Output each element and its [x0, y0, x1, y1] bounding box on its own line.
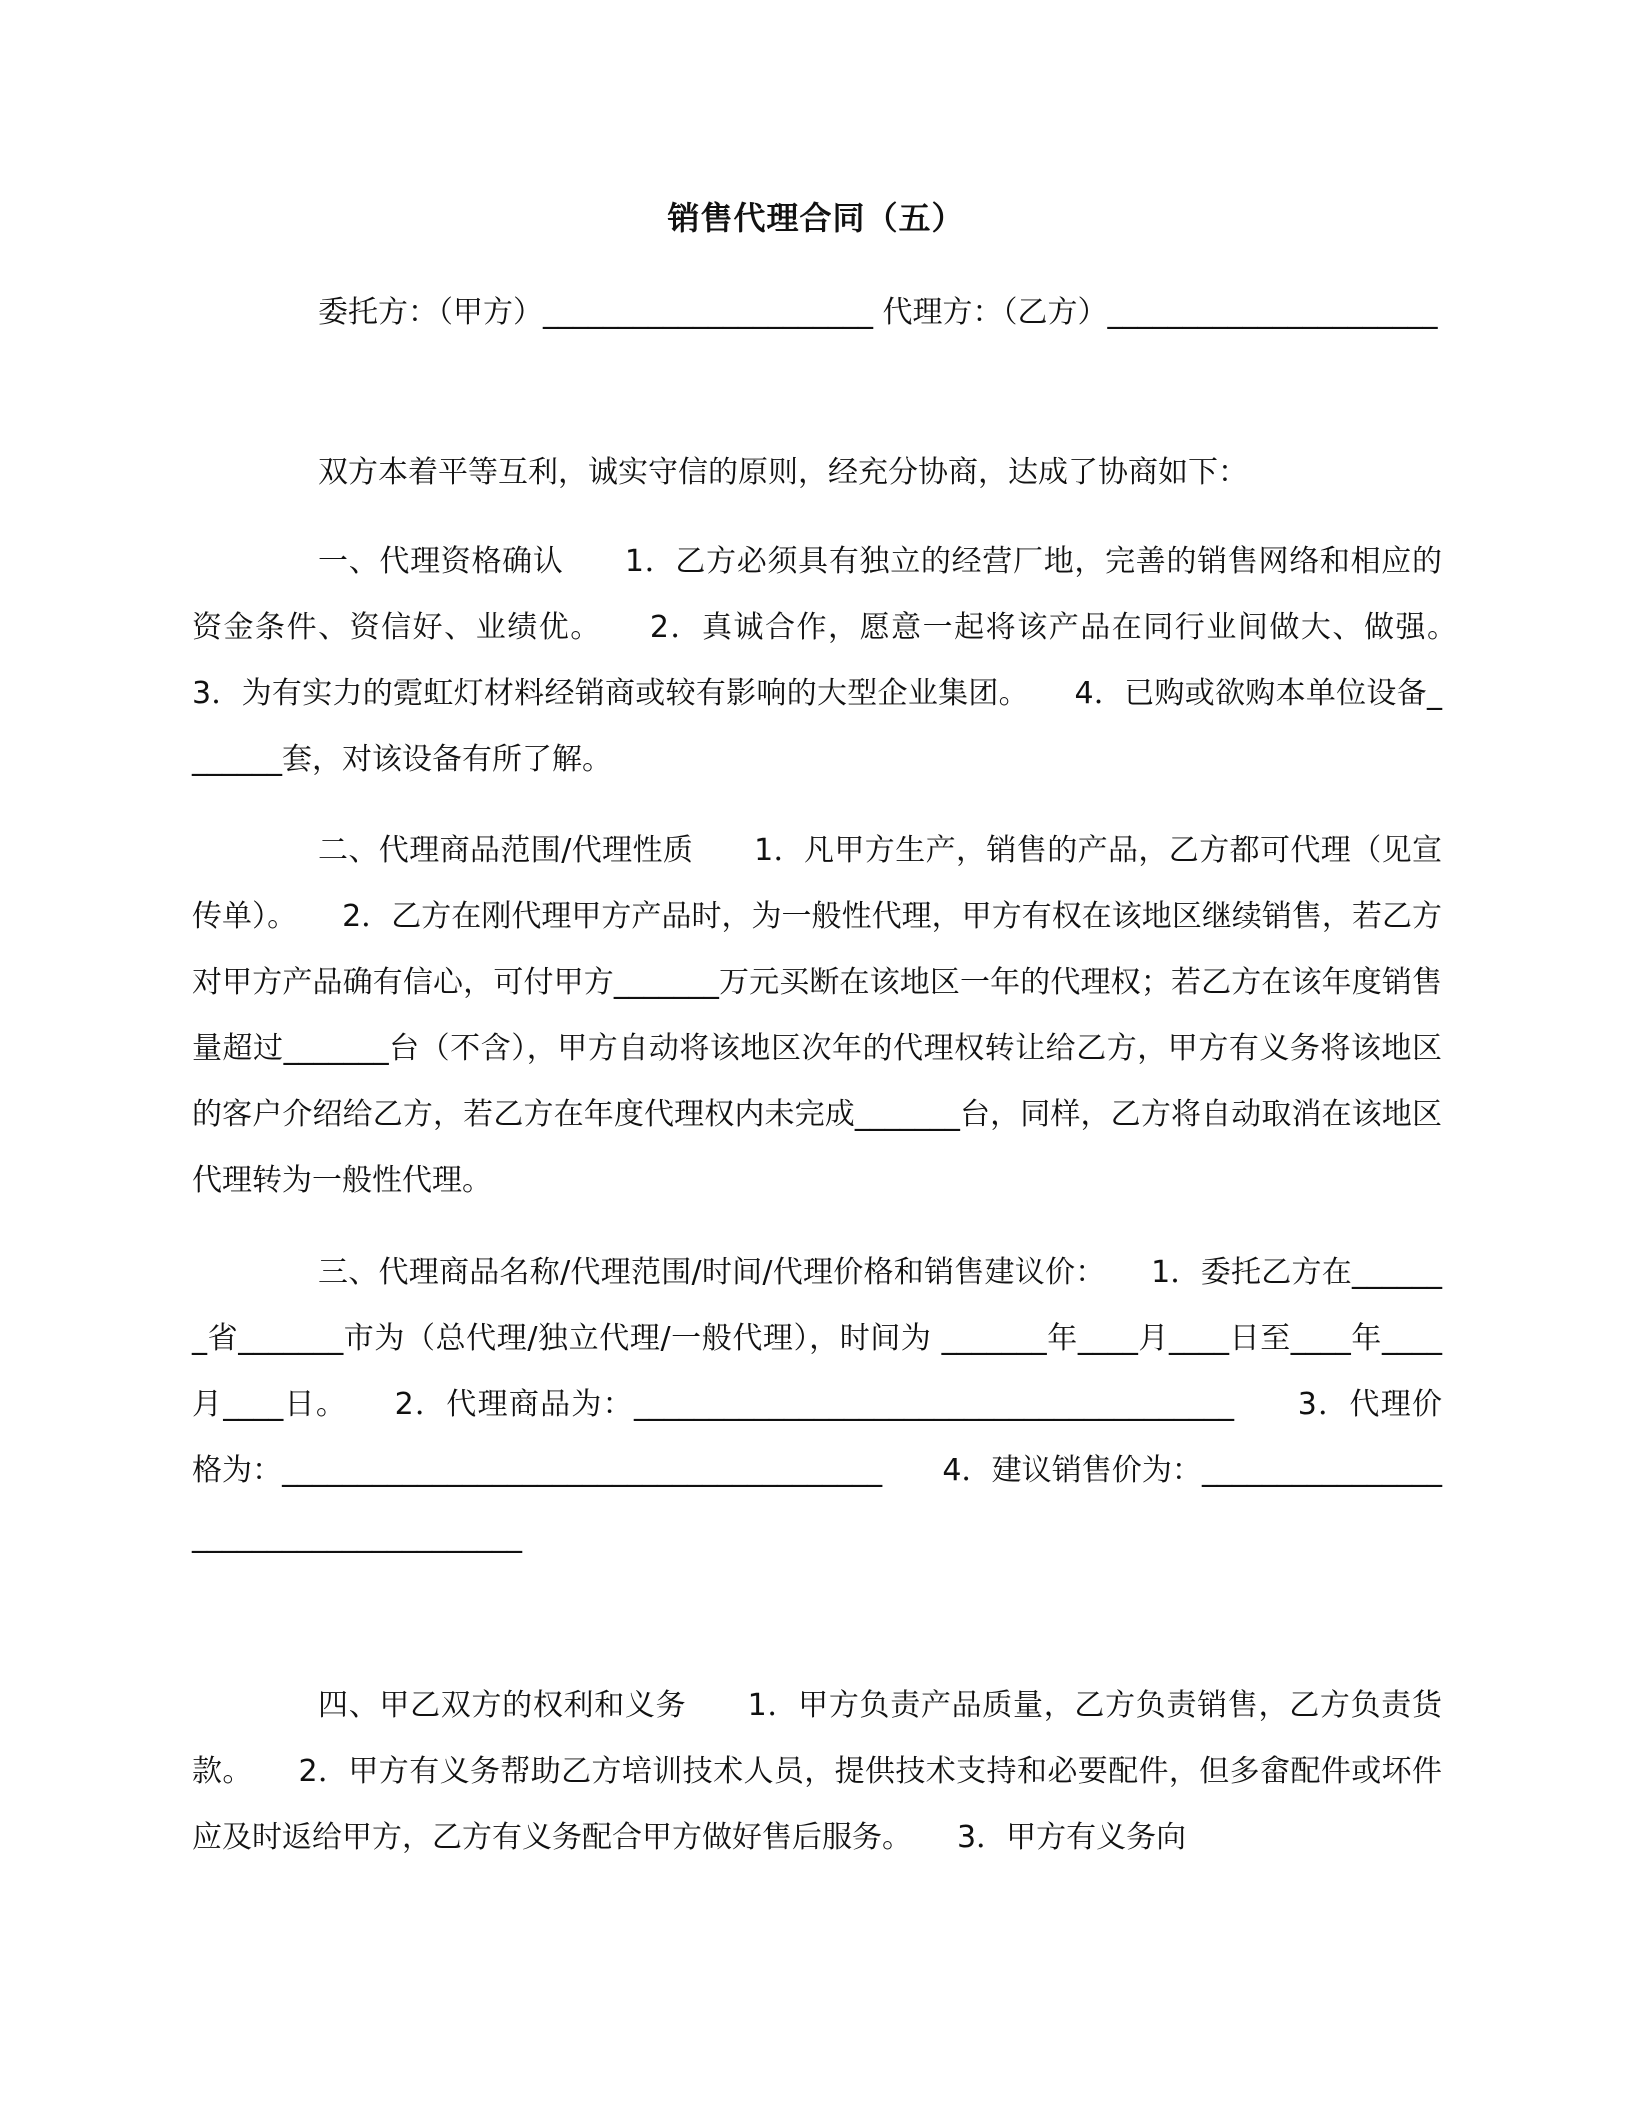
parties-line: 委托方：（甲方）______________________ 代理方：（乙方）______________________	[318, 295, 1438, 330]
section-qualification: 一、代理资格确认 1．乙方必须具有独立的经营厂地，完善的销售网络和相应的资金条件、资信好、业绩优。 2．真诚合作，愿意一起将该产品在同行业间做大、做强。 3．为有实力的霓虹灯材料经销商或较有影响的大型企业集团。 4．已购或欲购本单位设备_______套，对该设备有所了解。	[192, 544, 1502, 777]
document-title: 销售代理合同（五）	[667, 199, 965, 237]
intro-paragraph: 双方本着平等互利，诚实守信的原则，经充分协商，达成了协商如下：	[318, 455, 1248, 490]
section-rights-obligations: 四、甲乙双方的权利和义务 1．甲方负责产品质量，乙方负责销售，乙方负责货款。 2．甲方有义务帮助乙方培训技术人员，提供技术支持和必要配件，但多畲配件或坏件应及时返给甲方，乙方有义务配合甲方做好售后服务。 3．甲方有义务向	[192, 1688, 1442, 1855]
section-scope-nature: 二、代理商品范围/代理性质 1．凡甲方生产，销售的产品，乙方都可代理（见宣传单）。 2．乙方在刚代理甲方产品时，为一般性代理，甲方有权在该地区继续销售，若乙方对甲方产品确有信心，可付甲方_______万元买断在该地区一年的代理权；若乙方在该年度销售量超过_______台（不含），甲方自动将该地区次年的代理权转让给乙方，甲方有义务将该地区的客户介绍给乙方，若乙方在年度代理权内未完成_______台，同样，乙方将自动取消在该地区代理转为一般性代理。	[192, 833, 1442, 1198]
section-name-range-price: 三、代理商品名称/代理范围/时间/代理价格和销售建议价： 1．委托乙方在_______省_______市为（总代理/独立代理/一般代理），时间为 _______年____月____日至____年____月____日。 2．代理商品为：________________________________________ 3．代理价格为：________________________________________ 4．建议销售价为：______________________________________	[192, 1255, 1442, 1554]
